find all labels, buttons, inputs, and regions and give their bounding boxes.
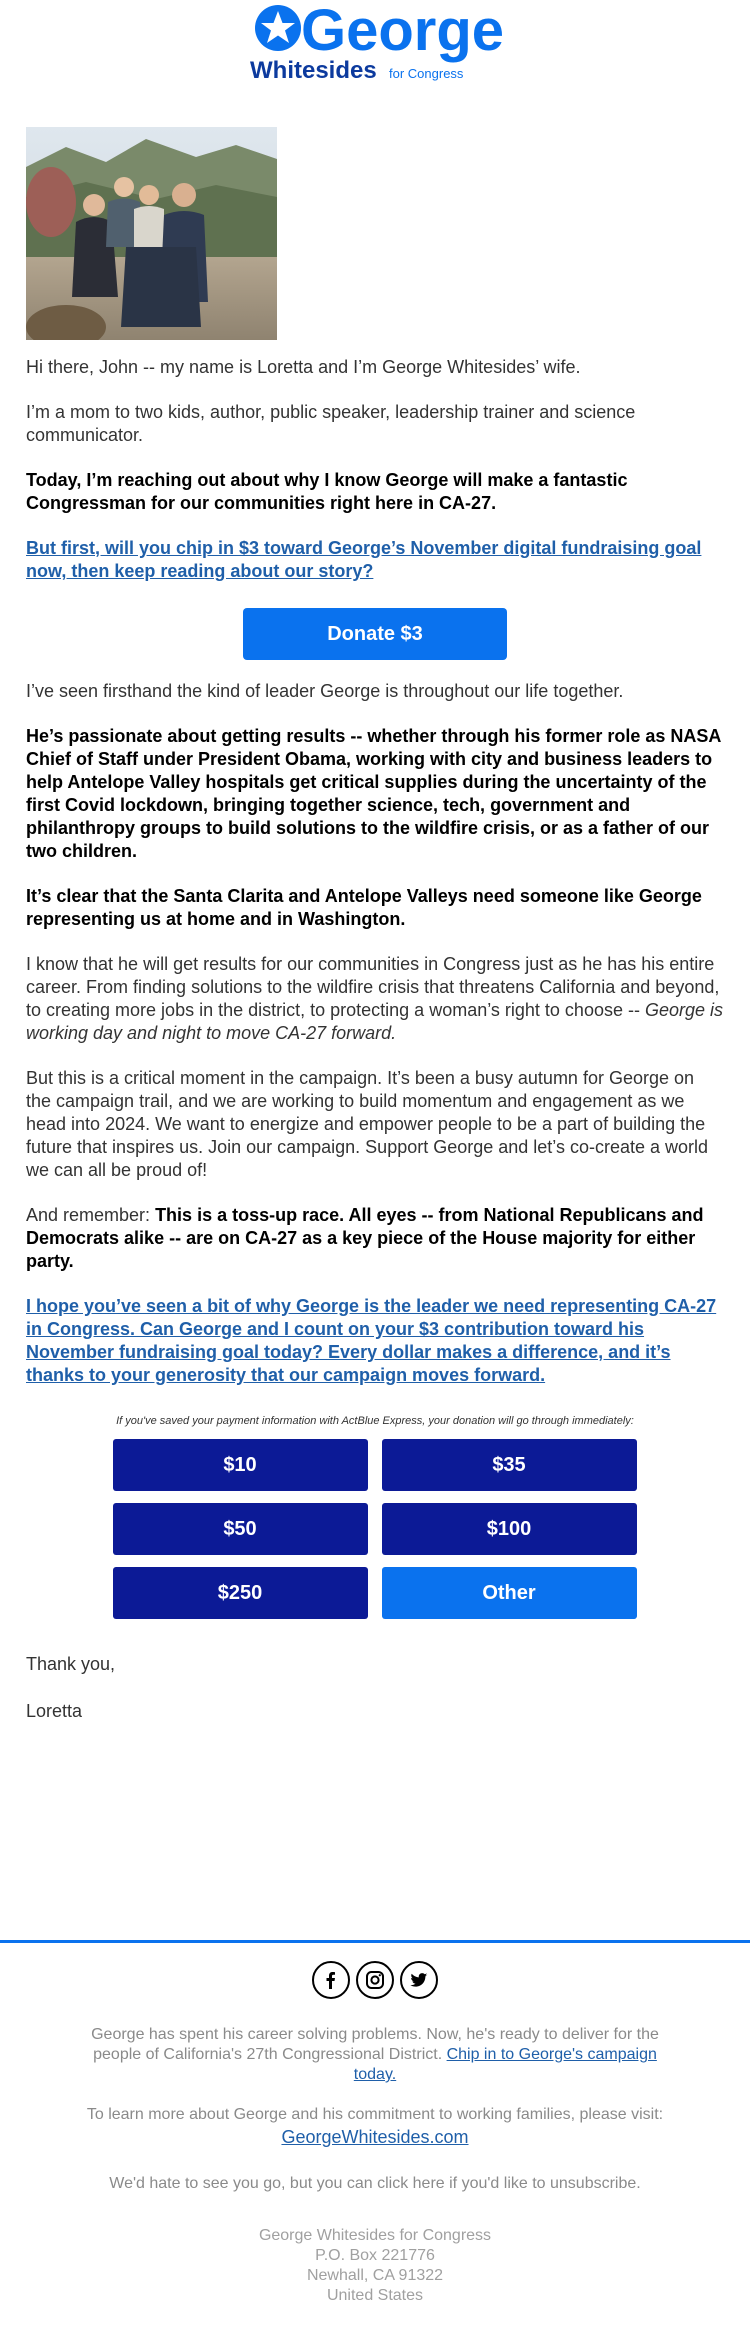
donate-250-button[interactable]: $250 — [113, 1567, 368, 1619]
logo-graphic — [245, 0, 505, 92]
passionate-paragraph: He’s passionate about getting results -- whether through his former role as NASA Chief of Staff under President Obama, working with city and business leaders to help Antelope Valley hospitals get critical supplies during the uncertainty of the first Covid lockdown, bringing together science, tech, government and philanthropy groups to build solutions to the wildfire crisis, or as a father of our two children. — [26, 726, 721, 861]
learn-text: To learn more about George and his commitment to working families, please visit: — [86, 2106, 664, 2123]
career-text: George has spent his career solving problems. Now, he's ready to deliver for the people of California's 27th Congressional District. — [91, 2026, 659, 2063]
donate-50-button[interactable]: $50 — [113, 1503, 368, 1555]
know-italic: George is working day and night to move CA-27 forward. — [26, 1000, 724, 1043]
footer — [0, 1961, 750, 2306]
thanks-line: Thank you, — [26, 1654, 116, 1674]
family-photo — [26, 127, 277, 340]
greeting: Hi there, John -- my name is Loretta and I’m George Whitesides’ wife. — [26, 357, 581, 377]
actblue-express-note: If you've saved your payment information with ActBlue Express, your donation will go through immediately: — [116, 1415, 634, 1427]
org-name: George Whitesides for Congress — [258, 2227, 492, 2244]
campaign-logo[interactable] — [0, 0, 750, 100]
po-box: P.O. Box 221776 — [315, 2247, 435, 2264]
know-paragraph — [26, 953, 724, 1045]
social-links — [0, 1961, 750, 1999]
signature: Loretta — [26, 1701, 83, 1721]
logo-name: George — [301, 0, 505, 63]
know-text: I know that he will get results for our communities in Congress just as he has his entire career. From finding solutions to the wildfire crisis that threatens California and beyond, to creating more jobs in the district, to protecting a woman’s right to choose -- — [26, 954, 720, 1020]
intro-paragraph: I’m a mom to two kids, author, public speaker, leadership trainer and science communicator. — [26, 402, 636, 445]
chip-in-link-hope[interactable]: I hope you’ve seen a bit of why George is the leader we need representing CA-27 in Congress. Can George and I count on your $3 contribution toward his November fundraising goal today? Every dollar makes a difference, and it’s thanks to your generosity that our campaign moves forward. — [26, 1296, 717, 1385]
city-line: Newhall, CA 91322 — [306, 2267, 444, 2284]
career-paragraph — [85, 2025, 665, 2085]
remember-bold: This is a toss-up race. All eyes -- from National Republicans and Democrats alike -- are on CA-27 as a key piece of the House majority for either party. — [26, 1205, 704, 1271]
logo-tag: for Congress — [389, 66, 464, 81]
unsubscribe-text[interactable]: We'd hate to see you go, but you can click here if you'd like to unsubscribe. — [109, 2175, 641, 2192]
logo-surname: Whitesides — [250, 57, 377, 84]
campaign-chip-in-link[interactable]: Chip in to George's campaign today. — [353, 2046, 657, 2083]
remember-paragraph — [26, 1204, 724, 1273]
remember-lead: And remember: — [26, 1205, 156, 1225]
chip-in-link-first[interactable]: But first, will you chip in $3 toward George’s November digital fundraising goal now, then keep reading about our story? — [26, 538, 702, 581]
donate-other-button[interactable]: Other — [382, 1567, 637, 1619]
twitter-icon[interactable] — [400, 1961, 438, 1999]
critical-paragraph: But this is a critical moment in the campaign. It’s been a busy autumn for George on the campaign trail, and we are working to build momentum and engagement as we head into 2024. We want to energize and empower people to be a part of building the future that inspires us. Join our campaign. Support George and let’s co-create a world we can all be proud of! — [26, 1068, 709, 1180]
footer-divider — [0, 1940, 750, 1943]
donation-amount-grid — [113, 1439, 638, 1619]
country-line: United States — [326, 2287, 424, 2304]
donate-10-button[interactable]: $10 — [113, 1439, 368, 1491]
clear-paragraph: It’s clear that the Santa Clarita and Antelope Valleys need someone like George representing us at home and in Washington. — [26, 886, 702, 929]
instagram-icon[interactable] — [356, 1961, 394, 1999]
seen-paragraph: I’ve seen firsthand the kind of leader George is throughout our life together. — [26, 681, 624, 701]
website-link[interactable]: GeorgeWhitesides.com — [281, 2127, 469, 2147]
donate-3-button[interactable]: Donate $3 — [243, 608, 507, 660]
mailing-address — [0, 2226, 750, 2306]
facebook-icon[interactable] — [312, 1961, 350, 1999]
donate-35-button[interactable]: $35 — [382, 1439, 637, 1491]
donate-100-button[interactable]: $100 — [382, 1503, 637, 1555]
today-paragraph: Today, I’m reaching out about why I know George will make a fantastic Congressman for our communities right here in CA-27. — [26, 470, 628, 513]
